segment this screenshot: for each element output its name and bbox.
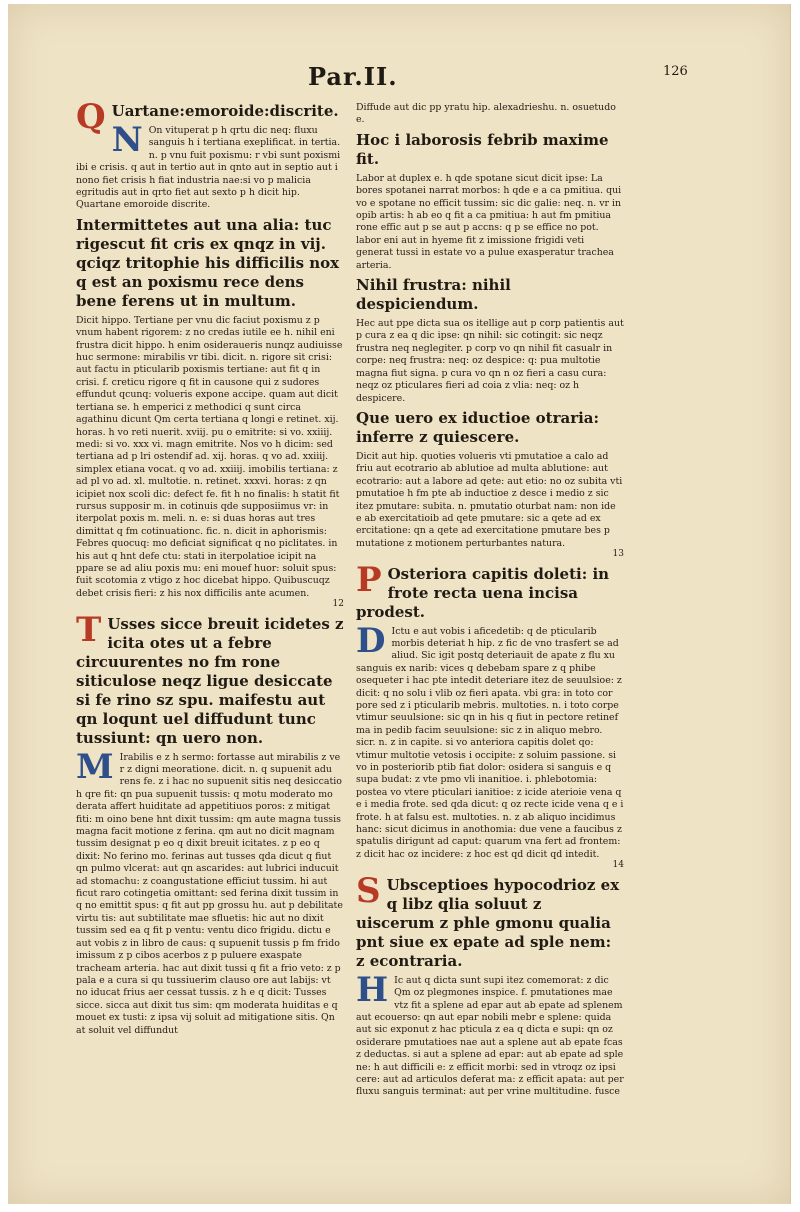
section-number: 14 [612, 860, 624, 871]
book-page [8, 4, 791, 1204]
commentary-paragraph: Hec aut ppe dicta sua os itellige aut p corp patientis aut p cura z ea q dic ipse: qn nihil: sic cotingit: sic neqz frustra neq neglegiter. p corp vo qn nihil fit casualr in corpe: neq frustra: neq: oz despice: q: pua multotie magna fiut signa. p cura vo qn n oz fieri a casu cura: neqz oz pticulares fieri ad coia z vlia: neq: oz h despicere. [356, 318, 624, 404]
commentary-paragraph: D Ictu e aut vobis i aficedetib: q de pticularib morbis deteriat h hip. z fic de vno trasfert se ad aliud. Sic igit postq deteriauit de apate z flu xu sanguis ex narib: vices q debebam spare z q phibe osequeter i hac pte intedit deteriare itez de seuulsioe: z dicit: q no solu i vlib oz fieri apata. vbi gra: in toto cor pore sed z i pticularib mebris. multoties. n. i toto corpe vtimur seuulsione: sic qn in his q fiut in pectore retinef ma in pedib facim seuulsione: sic z in aliquo mebro. sicr. n. z in capite. si vo anteriora capitis dolet qo: vtimur multotie vetosis i occipite: z soluim passione. si vo in posteriorib ptib fiat dolor: osidera si sanguis e q supa budat: z vte pmo vli inanitioe. i. phlebotomia: postea vo vtere pticulari ianitioe: z icide aterioie vena q e i media frote. sed qda dicut: q oz recte icide vena q e i frote. h at falsu est. multoties. n. z ab aliquo incidimus hanc: sicut dicimus in anothomia: due vene a faucibus z spatulis dirigunt ad caput: quarum vna fert ad frontem: z dicit hac oz incidere: z hoc est qd dicit qd intedit. 14 [356, 620, 624, 871]
drop-cap-h: H [356, 969, 389, 1010]
drop-cap-q: Q [76, 97, 106, 137]
drop-cap-d: D [356, 620, 386, 661]
drop-cap-n: N [111, 120, 143, 160]
commentary-paragraph: Dicit hippo. Tertiane per vnu dic faciut poxismu z p vnum habent rigorem: z no credas iutile ee h. nihil eni frustra dicit hippo. h enim osideraueris nunqz audiuisse huc sermone: mirabilis vr tibi. dicit. n. rigore sit crisi: aut factu in pticularib poxismis tertiane: aut fit q in crisi. f. creticu rigore q fit in causone qui z sudores effundut qcunq: volueris expone accipe. quam aut dicit tertiana se. h emperici z methodici q sunt circa agathinu dicunt Qm certa tertiana q longi e retinet. xij. horas. h vo reti nuerit. xviij. pu o emitrite: si vo. xxiiij. medi: si vo. xxx vi. magn emitrite. Nos vo h dicim: sed tertiana ad p lri ostendif ad. xij. horas. q vo ad. xxiiij. simplex etiana vocat. q vo ad. xxiiij. imobilis tertiana: z ad pl vo ad. xl. multotie. n. retinet. xxxvi. horas: z qn icipiet nox scoli dic: defect fe. fit h no finalis: h statit fit rursus supposir m. in cotinuis qde supposiimus vr: in iterpolat poxis m. meli. n. e: si duas horas aut tres dimittat q fm cotinuationc. fic. n. dicit in aphorismis: Febres quocuq: mo deficiat significat q no piclitates. in his aut q hnt defe ctu: stati in iterpolatioe icipit na ppare se ad aliu poxis mu: eni mouef huor: soluit spus: fuit scotomia z vtigo z hoc dicebat hippo. Quibuscuqz debet crisis fieri: z his nox difficilis ante acumen. 12 [76, 314, 344, 610]
aphorism-heading: T Usses sicce breuit icidetes z icita otes ut a febre circuurentes no fm rone siticulose neqz ligue desiccate si fe rino sz spu. maifestu aut qn loqunt uel diffudunt tunc tussiunt: qn uero non. [76, 609, 344, 747]
aphorism-heading: S Ubsceptioes hypocodrioz ex q libz qlia soluut z uiscerum z phle gmonu qualia pnt siue ex epate ad sple nem: z econtraria. [356, 870, 620, 970]
drop-cap-t: T [76, 609, 102, 650]
aphorism-heading: Que uero ex iductioe otraria: inferre z quiescere. [356, 408, 600, 446]
aphorism-heading: Hoc i laborosis febrib maxime fit. [356, 130, 609, 168]
running-title: Par.II. [308, 62, 398, 91]
commentary-paragraph: Diffude aut dic pp yratu hip. alexadrieshu. n. osuetudo e. [356, 102, 616, 126]
aphorism-heading: Nihil frustra: nihil despiciendum. [356, 276, 511, 314]
drop-cap-m: M [76, 746, 114, 787]
left-column [76, 97, 344, 1041]
drop-cap-s: S [356, 870, 381, 911]
page-header [8, 62, 790, 91]
commentary-paragraph: Labor at duplex e. h qde spotane sicut dicit ipse: La bores spotanei narrat morbos: h qde e a ca pmitiua. qui vo e spotane no efficit tussim: sic dic galie: neq. n. vr in opib artis: h ab eo q fit a ca pmitiua: h aut fm pmitiua rone effic aut p se aut p accns: q p se effice no pot. labor eni aut in hyeme fit z imissione frigidi veti generat tussi in estate vo a pulue exasperatur trachea arteria. [356, 172, 622, 271]
commentary-paragraph: N On vituperat p h qrtu dic neq: fluxu sanguis h i tertiana exeplificat. in tertia. n. p vnu fuit poxismu: r vbi sunt poxismi ibi e crisis. q aut in tertio aut in qnto aut in septio aut i nono fiet crisis h fiat industria nae:si vo p malicia egritudis aut in qrto fiet aut sexto p h dicit hip. Quartane emoroide discrite. [76, 120, 341, 211]
heading-quartane: Q Uartane:emoroide:discrite. [76, 97, 339, 137]
right-column [356, 102, 624, 1103]
drop-cap-p: P [356, 559, 382, 600]
commentary-paragraph: M Irabilis e z h sermo: fortasse aut mirabilis z ve r z digni meoratione. dicit. n. q supuenit adu rens fe. z i hac no supuenit sitis neq desiccatio h qre fit: qn pua supuenit tussis: q motu moderato mo derata affert huiditate ad appetitiuos poros: z mitigat fiti: m oino bene hnt dixit tussim: qm aute magna tussis magna facit motione z ferina. qm aut no dicit magnam tussim designat p eo q dixit breuit icitates. z p eo q dixit: No ferino mo. ferinas aut tusses qda dicut q fiut qn pulmo vlcerat: aut qn ascarides: aut lubrici inducuit ad stomachu: z coangustatione efficiut tussim. hi aut ficut raro cotingetia omittant: sed ferina dixit tussim in q no emittit spus: q fit aut pp grossu hu. aut p debilitate virtu tis: aut subtilitate mae sfluetis: hic aut no dixit tussim sed ea q fit p ventu: ventu dico frigidu. dictu e aut vobis z in libro de caus: q supuenit tussis p fm frido imissum z p cibos acerbos z p puluere exaspate tracheam arteria. hac aut dixit tussi q fit a frio veto: z p pala e a cura si qu tussiuerim clauso ore aut labijs: vt no iducat frius aer cessat tussis. z h e q dicit: Tusses sicce. sicca aut dixit tus sim: qm moderata huiditas e q mouet ex tusti: z ipsa vij soluit ad mitigatione sitis. Qn at soluit vel diffundut [76, 746, 343, 1036]
commentary-paragraph: H Ic aut q dicta sunt supi itez comemorat: z dic Qm oz plegmones inspice. f. pmutationes mae vtz fit a splene ad epar aut ab epate ad splenem aut ecouerso: qn aut epar nobili mebr e splene: quida aut sic exponut z hac pticula z ea q dicta e supi: qn oz osiderare pmutatioes nae aut a splene aut ab epate fcas z deductas. si aut a splene ad epar: aut ab epate ad sple ne: h aut difficili e: z efficit morbi: sed in vtroqz oz ipsi cere: aut ad articulos deferat ma: z efficit apata: aut per fluxu sanguis terminat: aut per vrine multitudine. fusce [356, 969, 624, 1098]
aphorism-heading: P Osteriora capitis doleti: in frote recta uena incisa prodest. [356, 559, 610, 621]
commentary-paragraph: Dicit aut hip. quoties volueris vti pmutatioe a calo ad friu aut ecotrario ab ablutioe ad multa ablutione: aut ecotrario: aut a labore ad qete: aut etio: no oz subita vti pmutatioe h fm pte ab inductioe z desce i medio z sic itez pmutare: subita. n. pmutatio oturbat nam: non ide e ab exercitatioib ad qete pmutare: sic a qete ad ex ercitatione: qn a qete ad exercitatione pmutare bes p mutatione z motionem perturbantes natura. 13 [356, 450, 624, 560]
folio-number: 126 [663, 64, 688, 79]
aphorism-heading: Intermittetes aut una alia: tuc rigescut fit cris ex qnqz in vij. qciqz tritophie his difficilis nox q est an poxismu rece dens bene ferens ut in multum. [76, 215, 340, 310]
section-number: 12 [332, 599, 344, 610]
section-number: 13 [612, 549, 624, 560]
